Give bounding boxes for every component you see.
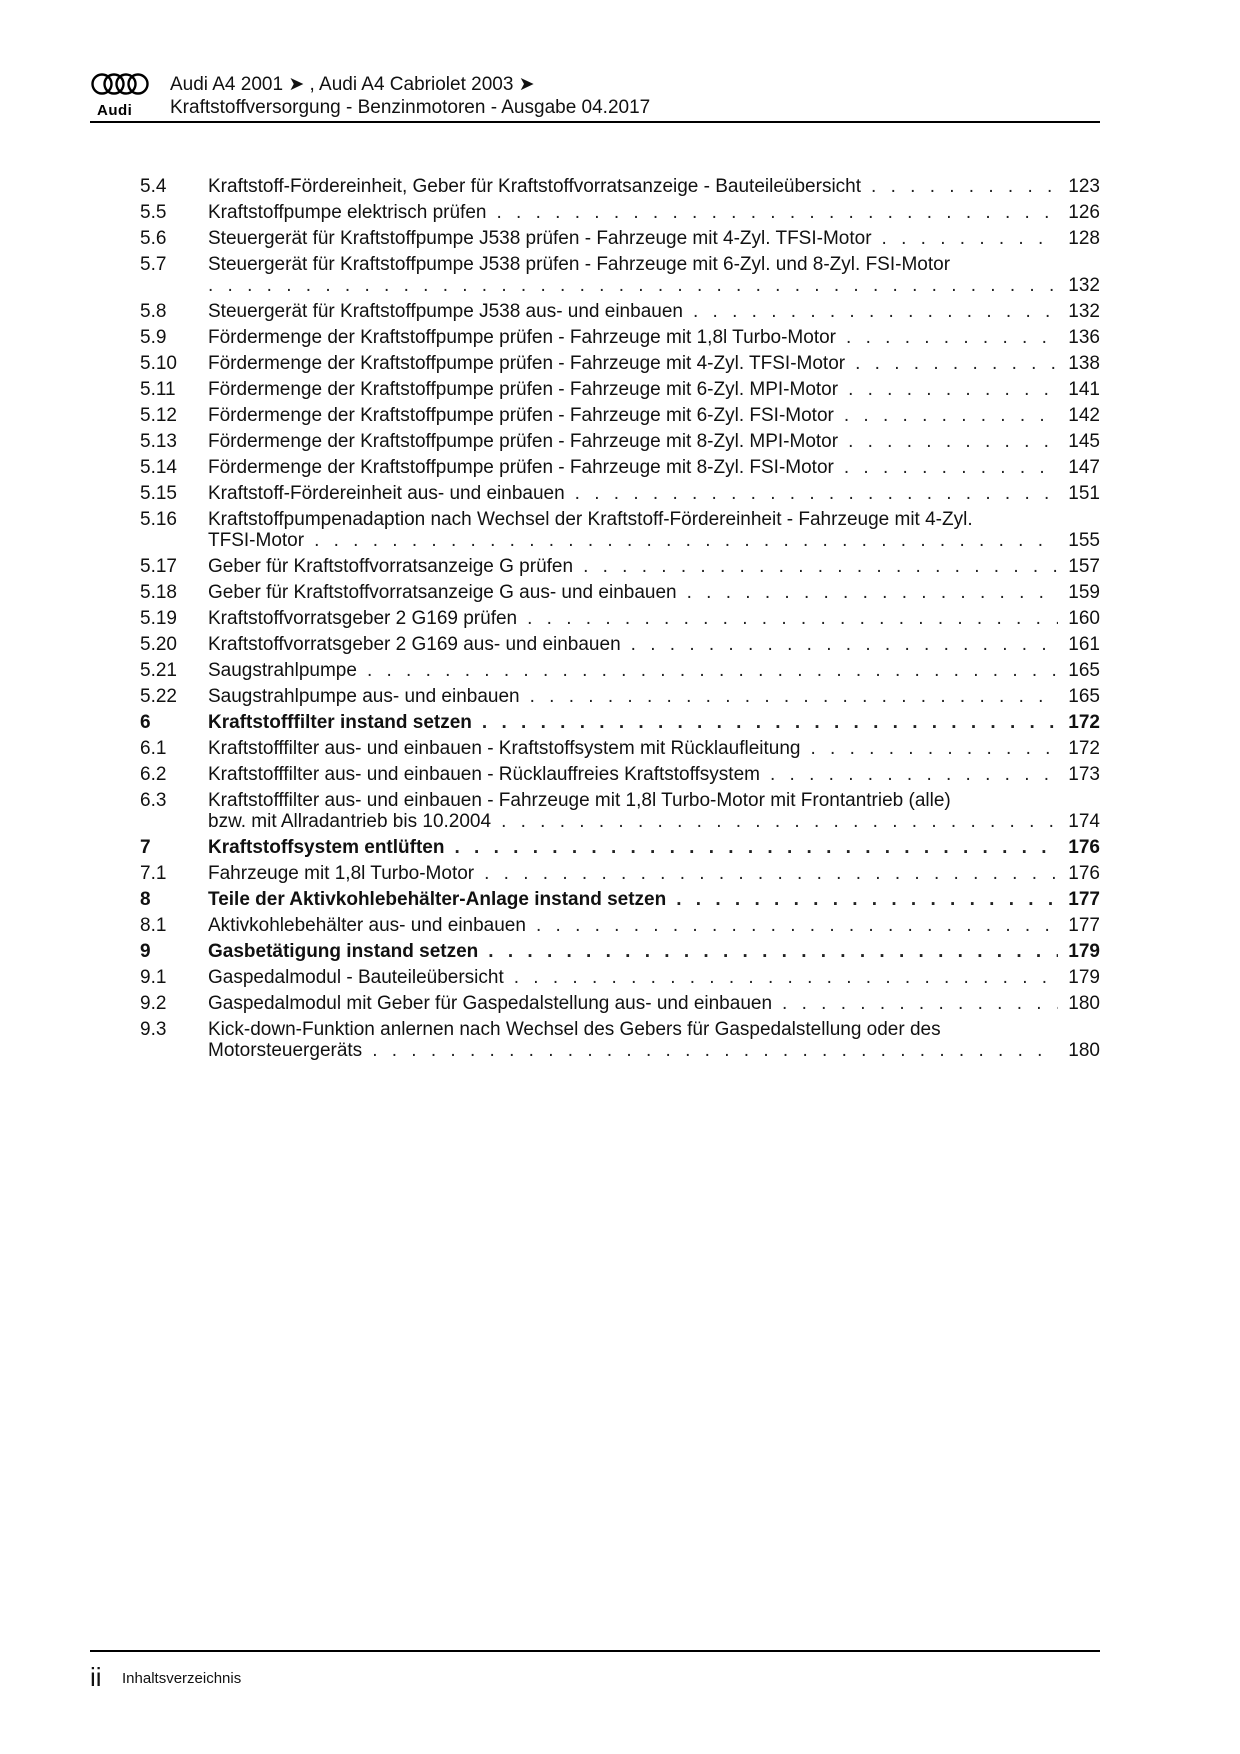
- dot-leader: [530, 686, 1058, 707]
- toc-entry-number: 5.9: [140, 327, 167, 348]
- dot-leader: [536, 915, 1058, 936]
- toc-entry-title: Fördermenge der Kraftstoffpumpe prüfen - Fahrzeuge mit 6-Zyl. MPI-Motor: [208, 379, 839, 400]
- toc-entry[interactable]: [140, 582, 1100, 603]
- dot-leader: [488, 941, 1058, 962]
- toc-entry-title: Geber für Kraftstoffvorratsanzeige G aus- und einbauen: [208, 582, 677, 603]
- toc-entry[interactable]: [140, 660, 1100, 681]
- toc-entry[interactable]: [140, 327, 1100, 348]
- toc-entry-title: Geber für Kraftstoffvorratsanzeige G prüfen: [208, 556, 574, 577]
- toc-page-number: 160: [1068, 608, 1100, 629]
- footer-page-number: ii: [90, 1662, 102, 1692]
- toc-entry-number: 5.7: [140, 254, 167, 275]
- toc-entry-number: 5.17: [140, 556, 177, 577]
- dot-leader: [527, 608, 1058, 629]
- toc-page-number: 177: [1068, 915, 1100, 936]
- toc-entry-title: Steuergerät für Kraftstoffpumpe J538 prüfen - Fahrzeuge mit 4-Zyl. TFSI-Motor: [208, 228, 872, 249]
- toc-page-number: 123: [1068, 176, 1100, 197]
- toc-entry-title: Teile der Aktivkohlebehälter-Anlage instand setzen: [208, 889, 667, 910]
- toc-entry[interactable]: [140, 993, 1100, 1014]
- toc-entry-title: TFSI-Motor: [208, 530, 305, 551]
- dot-leader: [496, 202, 1058, 223]
- toc-entry-title: Kraftstoffvorratsgeber 2 G169 aus- und einbauen: [208, 634, 621, 655]
- toc-entry-title: Fördermenge der Kraftstoffpumpe prüfen - Fahrzeuge mit 8-Zyl. MPI-Motor: [208, 431, 839, 452]
- toc-entry-title: Steuergerät für Kraftstoffpumpe J538 aus- und einbauen: [208, 301, 683, 322]
- toc-page-number: 180: [1068, 993, 1100, 1014]
- header-divider: [90, 121, 1100, 123]
- toc-page-number: 157: [1068, 556, 1100, 577]
- toc-entry-number: 6: [140, 712, 151, 733]
- toc-entry-title: Saugstrahlpumpe: [208, 660, 357, 681]
- dot-leader: [676, 889, 1058, 910]
- toc-entry-number: 5.4: [140, 176, 167, 197]
- toc-page-number: 159: [1068, 582, 1100, 603]
- toc-entry-title: Kraftstoffsystem entlüften: [208, 837, 445, 858]
- dot-leader: [314, 530, 1058, 551]
- dot-leader: [367, 660, 1058, 681]
- dot-leader: [848, 431, 1058, 452]
- dot-leader: [454, 837, 1058, 858]
- dot-leader: [871, 176, 1058, 197]
- toc-page-number: 145: [1068, 431, 1100, 452]
- toc-chapter-entry[interactable]: [140, 941, 1100, 962]
- toc-entry[interactable]: [140, 457, 1100, 478]
- toc-chapter-entry[interactable]: [140, 712, 1100, 733]
- toc-entry-number: 9.2: [140, 993, 167, 1014]
- toc-entry-title: Kraftstoffpumpe elektrisch prüfen: [208, 202, 487, 223]
- toc-entry-number: 9.3: [140, 1019, 167, 1040]
- toc-entry-number: 5.18: [140, 582, 177, 603]
- toc-page-number: 176: [1068, 863, 1100, 884]
- toc-entry-number: 7.1: [140, 863, 167, 884]
- dot-leader: [770, 764, 1058, 785]
- toc-entry-title: Kraftstofffilter aus- und einbauen - Rücklauffreies Kraftstoffsystem: [208, 764, 760, 785]
- dot-leader: [782, 993, 1058, 1014]
- toc-entry-number: 6.1: [140, 738, 167, 759]
- toc-entry-title: Fördermenge der Kraftstoffpumpe prüfen - Fahrzeuge mit 1,8l Turbo-Motor: [208, 327, 837, 348]
- toc-entry-title: Gasbetätigung instand setzen: [208, 941, 479, 962]
- toc-entry-number: 9: [140, 941, 151, 962]
- toc-entry-title: Saugstrahlpumpe aus- und einbauen: [208, 686, 520, 707]
- toc-entry-number: 5.12: [140, 405, 177, 426]
- dot-leader: [372, 1040, 1058, 1061]
- toc-page-number: 142: [1068, 405, 1100, 426]
- toc-entry[interactable]: [140, 254, 1100, 296]
- toc-page-number: 141: [1068, 379, 1100, 400]
- toc-entry-number: 5.6: [140, 228, 167, 249]
- toc-entry-title: Aktivkohlebehälter aus- und einbauen: [208, 915, 526, 936]
- dot-leader: [810, 738, 1058, 759]
- toc-entry-number: 5.14: [140, 457, 177, 478]
- dot-leader: [844, 405, 1058, 426]
- toc-page-number: 132: [1068, 301, 1100, 322]
- toc-entry-number: 5.11: [140, 379, 176, 400]
- toc-page-number: 172: [1068, 738, 1100, 759]
- toc-entry-title: Gaspedalmodul mit Geber für Gaspedalstellung aus- und einbauen: [208, 993, 773, 1014]
- toc-entry-number: 5.19: [140, 608, 177, 629]
- toc-page-number: 174: [1068, 811, 1100, 832]
- toc-page-number: 128: [1068, 228, 1100, 249]
- toc-entry[interactable]: [140, 509, 1100, 551]
- dot-leader: [514, 967, 1058, 988]
- toc-chapter-entry[interactable]: [140, 837, 1100, 858]
- toc-entry-number: 5.20: [140, 634, 177, 655]
- toc-entry-number: 5.16: [140, 509, 177, 530]
- dot-leader: [846, 327, 1058, 348]
- toc-entry[interactable]: [140, 431, 1100, 452]
- toc-entry-title: Fördermenge der Kraftstoffpumpe prüfen - Fahrzeuge mit 6-Zyl. FSI-Motor: [208, 405, 834, 426]
- brand-wordmark: Audi: [97, 102, 133, 119]
- toc-entry-number: 8.1: [140, 915, 167, 936]
- dot-leader: [208, 275, 1058, 296]
- toc-entry-title: Steuergerät für Kraftstoffpumpe J538 prüfen - Fahrzeuge mit 6-Zyl. und 8-Zyl. FSI-Motor: [208, 254, 951, 275]
- toc-entry[interactable]: [140, 1019, 1100, 1061]
- toc-page-number: 126: [1068, 202, 1100, 223]
- toc-page-number: 132: [1068, 275, 1100, 296]
- toc-entry-title: Kraftstofffilter aus- und einbauen - Fahrzeuge mit 1,8l Turbo-Motor mit Frontantrieb (alle): [208, 790, 951, 811]
- toc-page-number: 165: [1068, 686, 1100, 707]
- toc-entry-number: 5.5: [140, 202, 167, 223]
- footer-section-title: Inhaltsverzeichnis: [122, 1670, 242, 1687]
- dot-leader: [693, 301, 1058, 322]
- toc-entry[interactable]: [140, 790, 1100, 832]
- toc-entry-number: 7: [140, 837, 151, 858]
- toc-entry[interactable]: [140, 353, 1100, 374]
- toc-entry[interactable]: [140, 915, 1100, 936]
- toc-entry[interactable]: [140, 556, 1100, 577]
- toc-entry-number: 5.21: [140, 660, 177, 681]
- toc-entry-number: 5.22: [140, 686, 177, 707]
- audi-rings-icon: [90, 72, 150, 98]
- toc-entry-number: 6.3: [140, 790, 167, 811]
- toc-page-number: 155: [1068, 530, 1100, 551]
- toc-entry[interactable]: [140, 863, 1100, 884]
- toc-page-number: 151: [1068, 483, 1100, 504]
- toc-page-number: 180: [1068, 1040, 1100, 1061]
- dot-leader: [575, 483, 1058, 504]
- dot-leader: [848, 379, 1058, 400]
- toc-page-number: 136: [1068, 327, 1100, 348]
- toc-entry-number: 8: [140, 889, 151, 910]
- toc-page-number: 173: [1068, 764, 1100, 785]
- toc-entry[interactable]: [140, 176, 1100, 197]
- toc-entry-title: Fahrzeuge mit 1,8l Turbo-Motor: [208, 863, 475, 884]
- table-of-contents: [140, 176, 1100, 1066]
- footer-divider: [90, 1650, 1100, 1652]
- toc-entry[interactable]: [140, 405, 1100, 426]
- dot-leader: [882, 228, 1058, 249]
- toc-page-number: 172: [1068, 712, 1100, 733]
- dot-leader: [844, 457, 1058, 478]
- dot-leader: [631, 634, 1058, 655]
- toc-entry[interactable]: [140, 301, 1100, 322]
- toc-entry-number: 9.1: [140, 967, 167, 988]
- toc-entry-title: bzw. mit Allradantrieb bis 10.2004: [208, 811, 492, 832]
- toc-entry-title: Fördermenge der Kraftstoffpumpe prüfen - Fahrzeuge mit 4-Zyl. TFSI-Motor: [208, 353, 846, 374]
- toc-entry-title: Kick-down-Funktion anlernen nach Wechsel des Gebers für Gaspedalstellung oder des: [208, 1019, 941, 1040]
- toc-entry-title: Gaspedalmodul - Bauteileübersicht: [208, 967, 504, 988]
- toc-entry-title: Kraftstofffilter aus- und einbauen - Kraftstoffsystem mit Rücklaufleitung: [208, 738, 801, 759]
- toc-entry[interactable]: [140, 686, 1100, 707]
- toc-chapter-entry[interactable]: [140, 889, 1100, 910]
- toc-page-number: 179: [1068, 967, 1100, 988]
- toc-page-number: 165: [1068, 660, 1100, 681]
- toc-page-number: 177: [1068, 889, 1100, 910]
- toc-entry[interactable]: [140, 738, 1100, 759]
- toc-entry[interactable]: [140, 764, 1100, 785]
- toc-entry[interactable]: [140, 967, 1100, 988]
- toc-entry-title: Kraftstofffilter instand setzen: [208, 712, 472, 733]
- page-header: [90, 70, 1100, 124]
- audi-logo: [90, 72, 150, 120]
- dot-leader: [484, 863, 1058, 884]
- toc-entry-title: Kraftstoffvorratsgeber 2 G169 prüfen: [208, 608, 518, 629]
- toc-entry[interactable]: [140, 379, 1100, 400]
- toc-entry-number: 5.10: [140, 353, 177, 374]
- dot-leader: [855, 353, 1058, 374]
- toc-entry[interactable]: [140, 202, 1100, 223]
- toc-entry-number: 5.15: [140, 483, 177, 504]
- toc-entry-title: Fördermenge der Kraftstoffpumpe prüfen - Fahrzeuge mit 8-Zyl. FSI-Motor: [208, 457, 834, 478]
- toc-page-number: 161: [1068, 634, 1100, 655]
- dot-leader: [482, 712, 1058, 733]
- toc-entry[interactable]: [140, 228, 1100, 249]
- toc-entry-number: 5.8: [140, 301, 167, 322]
- header-vehicle-models: Audi A4 2001 ➤ , Audi A4 Cabriolet 2003 ➤: [170, 74, 535, 95]
- toc-entry[interactable]: [140, 608, 1100, 629]
- dot-leader: [687, 582, 1058, 603]
- toc-page-number: 179: [1068, 941, 1100, 962]
- toc-entry[interactable]: [140, 634, 1100, 655]
- toc-page-number: 176: [1068, 837, 1100, 858]
- dot-leader: [501, 811, 1058, 832]
- toc-entry-number: 6.2: [140, 764, 167, 785]
- toc-entry-title: Motorsteuergeräts: [208, 1040, 363, 1061]
- toc-entry-title: Kraftstoffpumpenadaption nach Wechsel der Kraftstoff-Fördereinheit - Fahrzeuge mit 4-Zyl.: [208, 509, 973, 530]
- dot-leader: [583, 556, 1058, 577]
- header-manual-title: Kraftstoffversorgung - Benzinmotoren - Ausgabe 04.2017: [170, 97, 651, 118]
- toc-entry-title: Kraftstoff-Fördereinheit aus- und einbauen: [208, 483, 565, 504]
- toc-entry-title: Kraftstoff-Fördereinheit, Geber für Kraftstoffvorratsanzeige - Bauteileübersicht: [208, 176, 862, 197]
- toc-page-number: 147: [1068, 457, 1100, 478]
- toc-entry-number: 5.13: [140, 431, 177, 452]
- toc-page-number: 138: [1068, 353, 1100, 374]
- toc-entry[interactable]: [140, 483, 1100, 504]
